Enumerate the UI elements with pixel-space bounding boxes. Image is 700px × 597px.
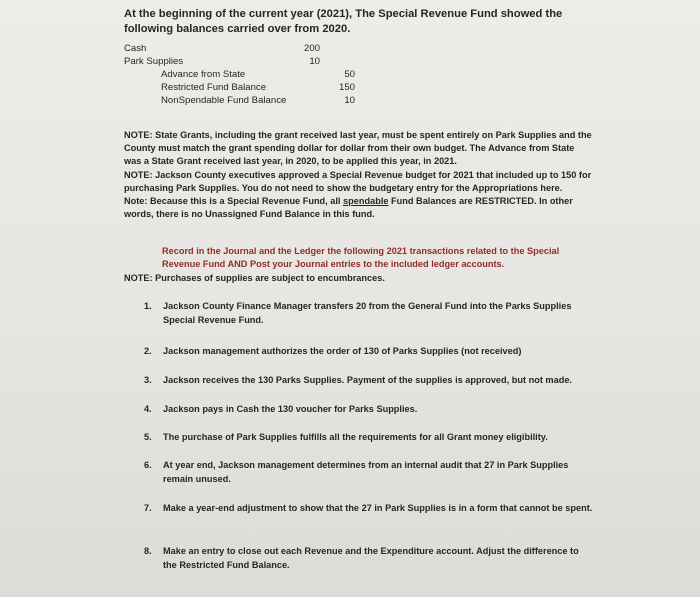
list-item: 6. At year end, Jackson management determines from an internal audit that 27 in Park Supplies remain unused. [144,460,569,484]
balance-value-restricted: 150 [338,82,355,93]
purchases-note: NOTE: Purchases of supplies are subject to encumbrances. [124,273,385,283]
balance-value-advance: 50 [344,69,355,80]
note-state-grants: NOTE: State Grants, including the grant received last year, must be spent entirely on Park Supplies and the County must match the grant spending dollar for dollar from their own budget. The Advance from State was a State Grant received last year, in 2020, to be applied this year, in 2021. [124,130,592,167]
notes-block [124,129,594,221]
balance-label-nonspendable: NonSpendable Fund Balance [161,95,287,106]
note-budget: NOTE: Jackson County executives approved a Special Revenue budget for 2021 that included up to 150 for purchasing Park Supplies. You do not need to show the budgetary entry for the Appropriations here. [124,169,592,193]
list-item: 4. Jackson pays in Cash the 130 voucher for Parks Supplies. [144,404,418,414]
balance-value-nonspendable: 10 [344,95,355,106]
balance-value-cash: 200 [303,43,320,54]
list-item: 1. Jackson County Finance Manager transfers 20 from the General Fund into the Parks Supplies Special Revenue Fund. [144,301,572,325]
list-item: 7. Make a year-end adjustment to show that the 27 in Park Supplies is in a form that cannot be spent. [144,503,593,513]
list-item: 5. The purchase of Park Supplies fulfills all the requirements for all Grant money eligibility. [144,432,548,442]
heading: At the beginning of the current year (2021), The Special Revenue Fund showed the following balances carried over from 2020. [124,8,563,35]
balance-label-advance: Advance from State [161,69,246,80]
balance-label-restricted: Restricted Fund Balance [161,82,267,93]
list-item: 2. Jackson management authorizes the order of 130 of Parks Supplies (not received) [144,346,522,356]
balance-value-park-supplies: 10 [309,56,320,67]
list-item: 8. Make an entry to close out each Revenue and the Expenditure account. Adjust the difference to the Restricted Fund Balance. [144,546,579,570]
balance-label-park-supplies: Park Supplies [124,56,184,67]
instruction: Record in the Journal and the Ledger the following 2021 transactions related to the Special Revenue Fund AND Post your Journal entries to the included ledger accounts. [162,246,560,269]
list-item: 3. Jackson receives the 130 Parks Supplies. Payment of the supplies is approved, but not made. [144,375,572,385]
balance-label-cash: Cash [124,43,147,54]
note-restricted: Note: Because this is a Special Revenue Fund, all spendable Fund Balances are RESTRICTED. In other words, there is no Unassigned Fund Balance in this fund. [124,196,573,220]
underlined-word: spendable [343,196,389,207]
